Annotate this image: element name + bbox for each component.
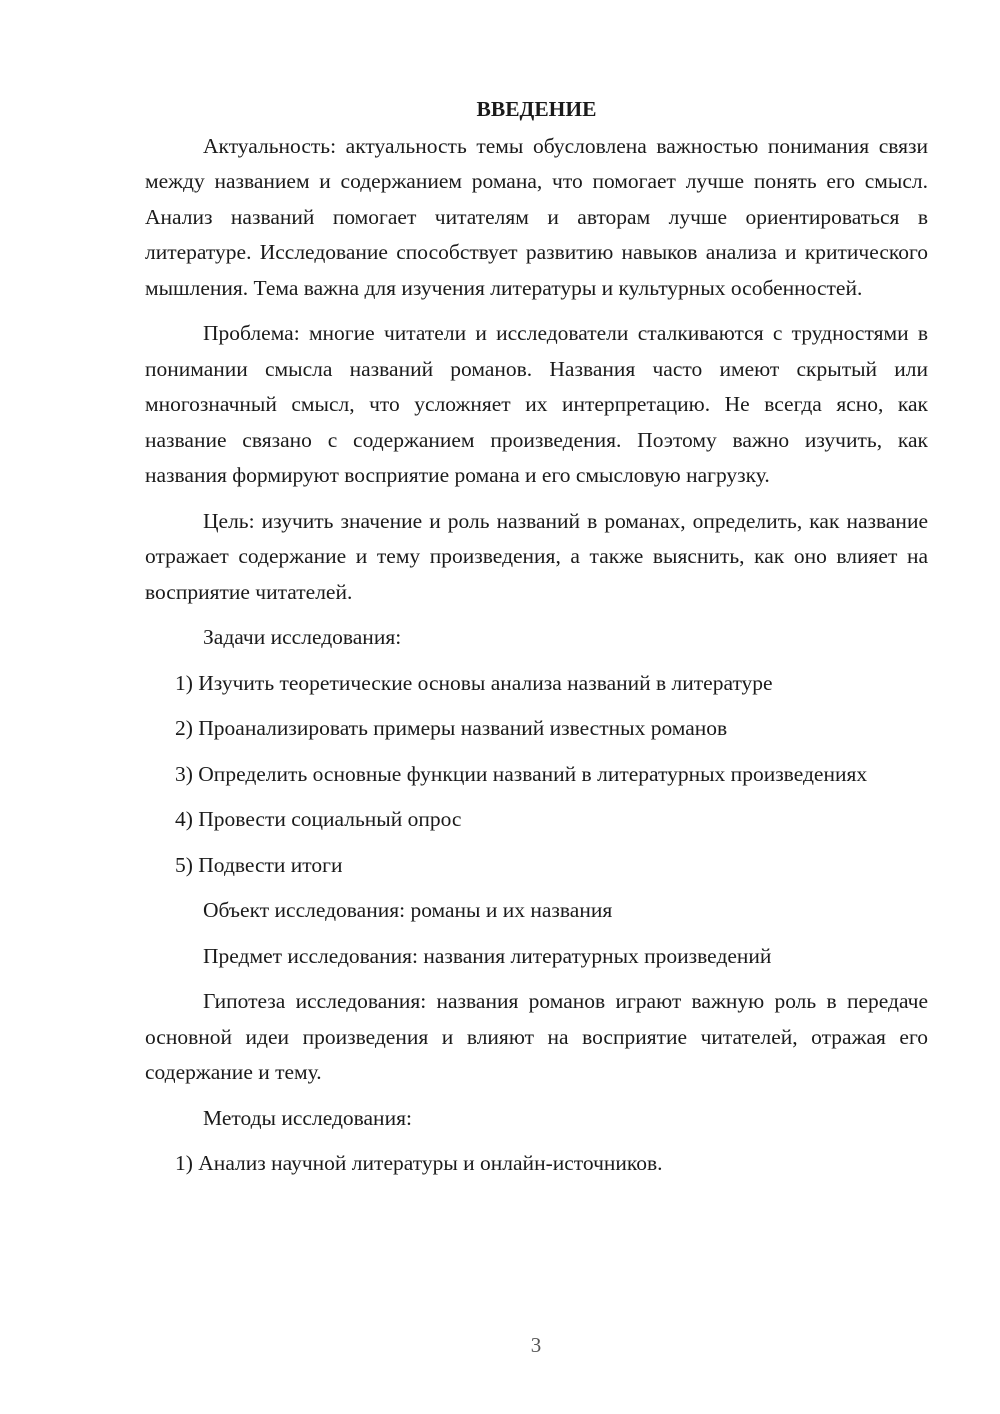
- task-item-2: 2) Проанализировать примеры названий известных романов: [175, 716, 728, 740]
- problem-paragraph: Проблема: многие читатели и исследователи сталкиваются с трудностями в понимании смысла названий романов. Названия часто имеют скрытый или многозначный смысл, что усложняет их интерпретацию. Не всегда ясно, как название связано с содержанием произведения. Поэтому важно изучить, как названия формируют восприятие романа и его смысловую нагрузку.: [145, 321, 928, 487]
- document-page: [145, 92, 928, 1192]
- subject-paragraph: Предмет исследования: названия литературных произведений: [203, 943, 772, 968]
- goal-paragraph: Цель: изучить значение и роль названий в романах, определить, как название отражает содержание и тему произведения, а также выяснить, как оно влияет на восприятие читателей.: [145, 508, 928, 604]
- task-item-4: 4) Провести социальный опрос: [175, 807, 462, 831]
- object-paragraph: Объект исследования: романы и их названия: [203, 898, 613, 922]
- section-title: ВВЕДЕНИЕ: [476, 97, 597, 121]
- task-item-1: 1) Изучить теоретические основы анализа названий в литературе: [175, 670, 773, 695]
- tasks-heading: Задачи исследования:: [203, 625, 402, 649]
- relevance-paragraph: Актуальность: актуальность темы обусловлена важностью понимания связи между названием и содержанием романа, что помогает лучше понять его смысл. Анализ названий помогает читателям и авторам лучше ориентироваться в литературе. Исследование способствует развитию навыков анализа и критического мышления. Тема важна для изучения литературы и культурных особенностей.: [145, 133, 928, 300]
- page-number: 3: [530, 1333, 542, 1357]
- method-item-1: 1) Анализ научной литературы и онлайн-источников.: [175, 1151, 663, 1175]
- methods-heading: Методы исследования:: [203, 1105, 412, 1130]
- hypothesis-paragraph: Гипотеза исследования: названия романов играют важную роль в передаче основной идеи произведения и влияют на восприятие читателей, отражая его содержание и тему.: [145, 989, 928, 1084]
- task-item-5: 5) Подвести итоги: [175, 852, 343, 877]
- task-item-3: 3) Определить основные функции названий в литературных произведениях: [175, 761, 868, 786]
